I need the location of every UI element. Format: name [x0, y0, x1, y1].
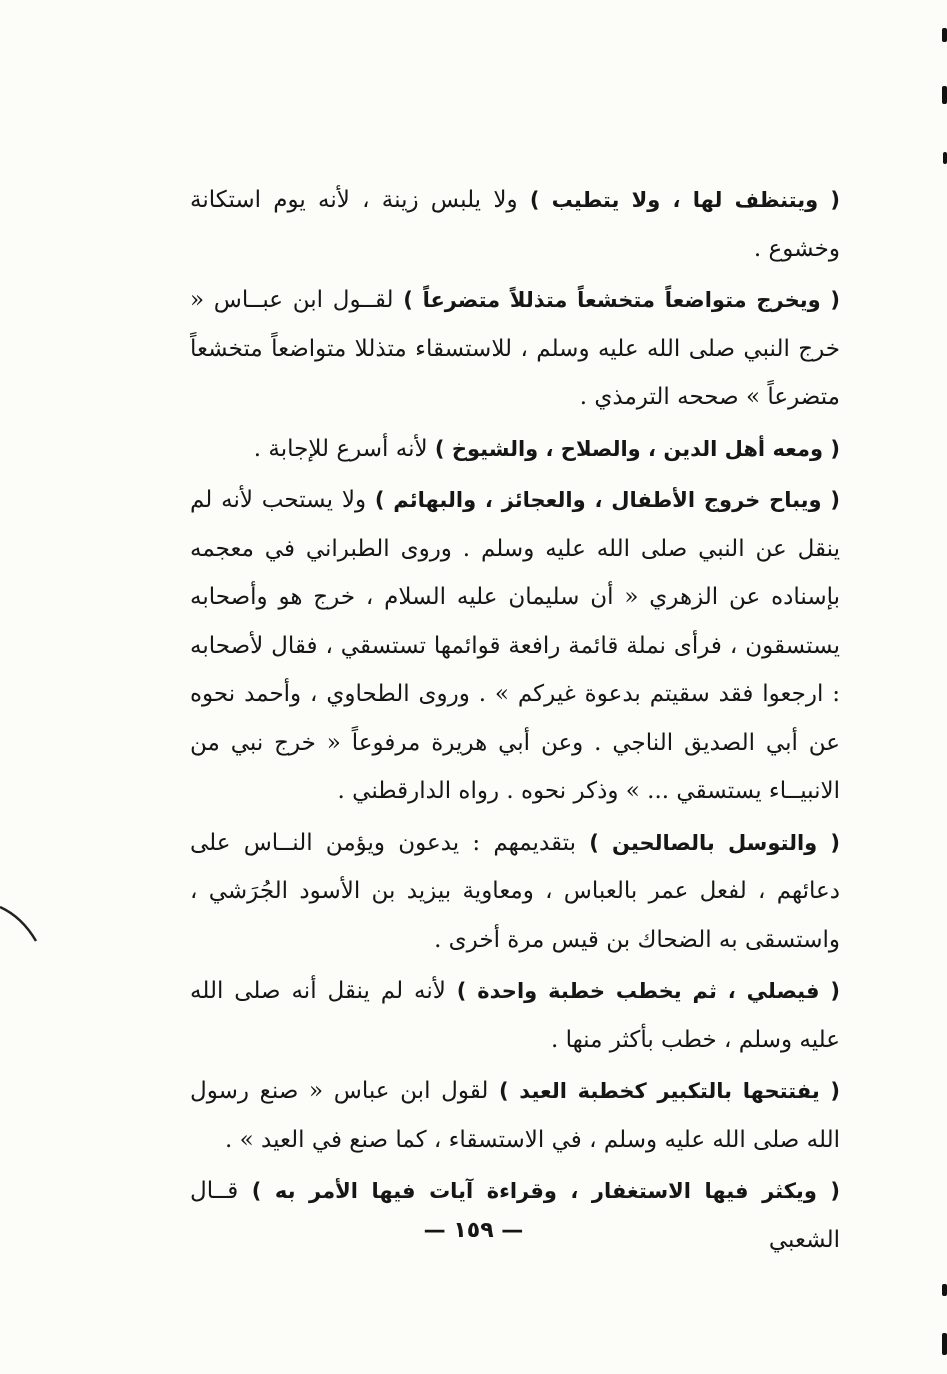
paragraph-heading: ( ويخرج متواضعاً متخشعاً متذللاً متضرعاً ) — [403, 288, 840, 312]
scan-edge-mark — [942, 1284, 947, 1296]
paragraph — [190, 425, 840, 474]
scan-edge-mark — [942, 86, 947, 104]
paragraph-heading: ( يفتتحها بالتكبير كخطبة العيد ) — [499, 1079, 840, 1103]
scan-edge-mark — [942, 1333, 947, 1355]
paragraph-text: ولا يلبس زينة ، لأنه يوم استكانة وخشوع . — [190, 187, 840, 262]
page-number: — ١٥٩ — — [423, 1218, 524, 1243]
paragraph-heading: ( فيصلي ، ثم يخطب خطبة واحدة ) — [456, 979, 840, 1003]
paragraph — [190, 476, 840, 816]
paragraph-heading: ( ويتنظف لها ، ولا يتطيب ) — [529, 188, 841, 212]
paragraph-text: بتقديمهم : يدعون ويؤمن النــاس على دعائهم ، لفعل عمر بالعباس ، ومعاوية بيزيد بن الأسود الجُرَشي ، واستسقى به الضحاك بن قيس مرة أخرى . — [190, 829, 840, 953]
paragraph-text: لقــول ابن عبــاس « خرج النبي صلى الله عليه وسلم ، للاستسقاء متذللا متواضعاً متخشعاً متضرعاً » صححه الترمذي . — [190, 287, 840, 410]
paragraph-heading: ( والتوسل بالصالحين ) — [589, 830, 841, 855]
paragraph-text: لأنه لم ينقل أنه صلى الله عليه وسلم ، خطب بأكثر منها . — [190, 978, 840, 1053]
paragraph — [190, 276, 840, 422]
scan-edge-mark — [943, 152, 947, 164]
scan-edge-mark — [942, 28, 947, 42]
paragraph-heading: ( ويكثر فيها الاستغفار ، وقراءة آيات فيها الأمر به ) — [251, 1179, 840, 1203]
paragraph — [190, 1067, 840, 1164]
margin-curve-mark — [0, 905, 40, 947]
paragraph — [190, 1167, 840, 1264]
paragraph-text: قــال الشعبي — [190, 1178, 840, 1253]
paragraph — [190, 967, 840, 1064]
paragraph-text: لأنه أسرع للإجابة . — [253, 435, 428, 462]
paragraph-text: لقول ابن عباس « صنع رسول الله صلى الله عليه وسلم ، في الاستسقاء ، كما صنع في العيد » . — [190, 1078, 840, 1153]
paragraph — [190, 819, 840, 965]
page-body — [190, 176, 840, 1267]
paragraph-text: ولا يستحب لأنه لم ينقل عن النبي صلى الله عليه وسلم . وروى الطبراني في معجمه بإسناده عن الزهري « أن سليمان عليه السلام ، خرج هو وأصحابه يستسقون ، فرأى نملة قائمة رافعة قوائمها تستسقي ، فقال لأصحابه : ارجعوا فقد سقيتم بدعوة غيركم » . وروى الطحاوي ، وأحمد نحوه عن أبي الصديق الناجي . وعن أبي هريرة مرفوعاً « خرج نبي من الانبيــاء يستسقي ... » وذكر نحوه . رواه الدارقطني . — [190, 487, 840, 804]
paragraph — [190, 176, 840, 273]
paragraph-heading: ( ومعه أهل الدين ، والصلاح ، والشيوخ ) — [434, 436, 840, 461]
paragraph-heading: ( ويباح خروج الأطفال ، والعجائز ، والبهائم ) — [374, 488, 840, 512]
